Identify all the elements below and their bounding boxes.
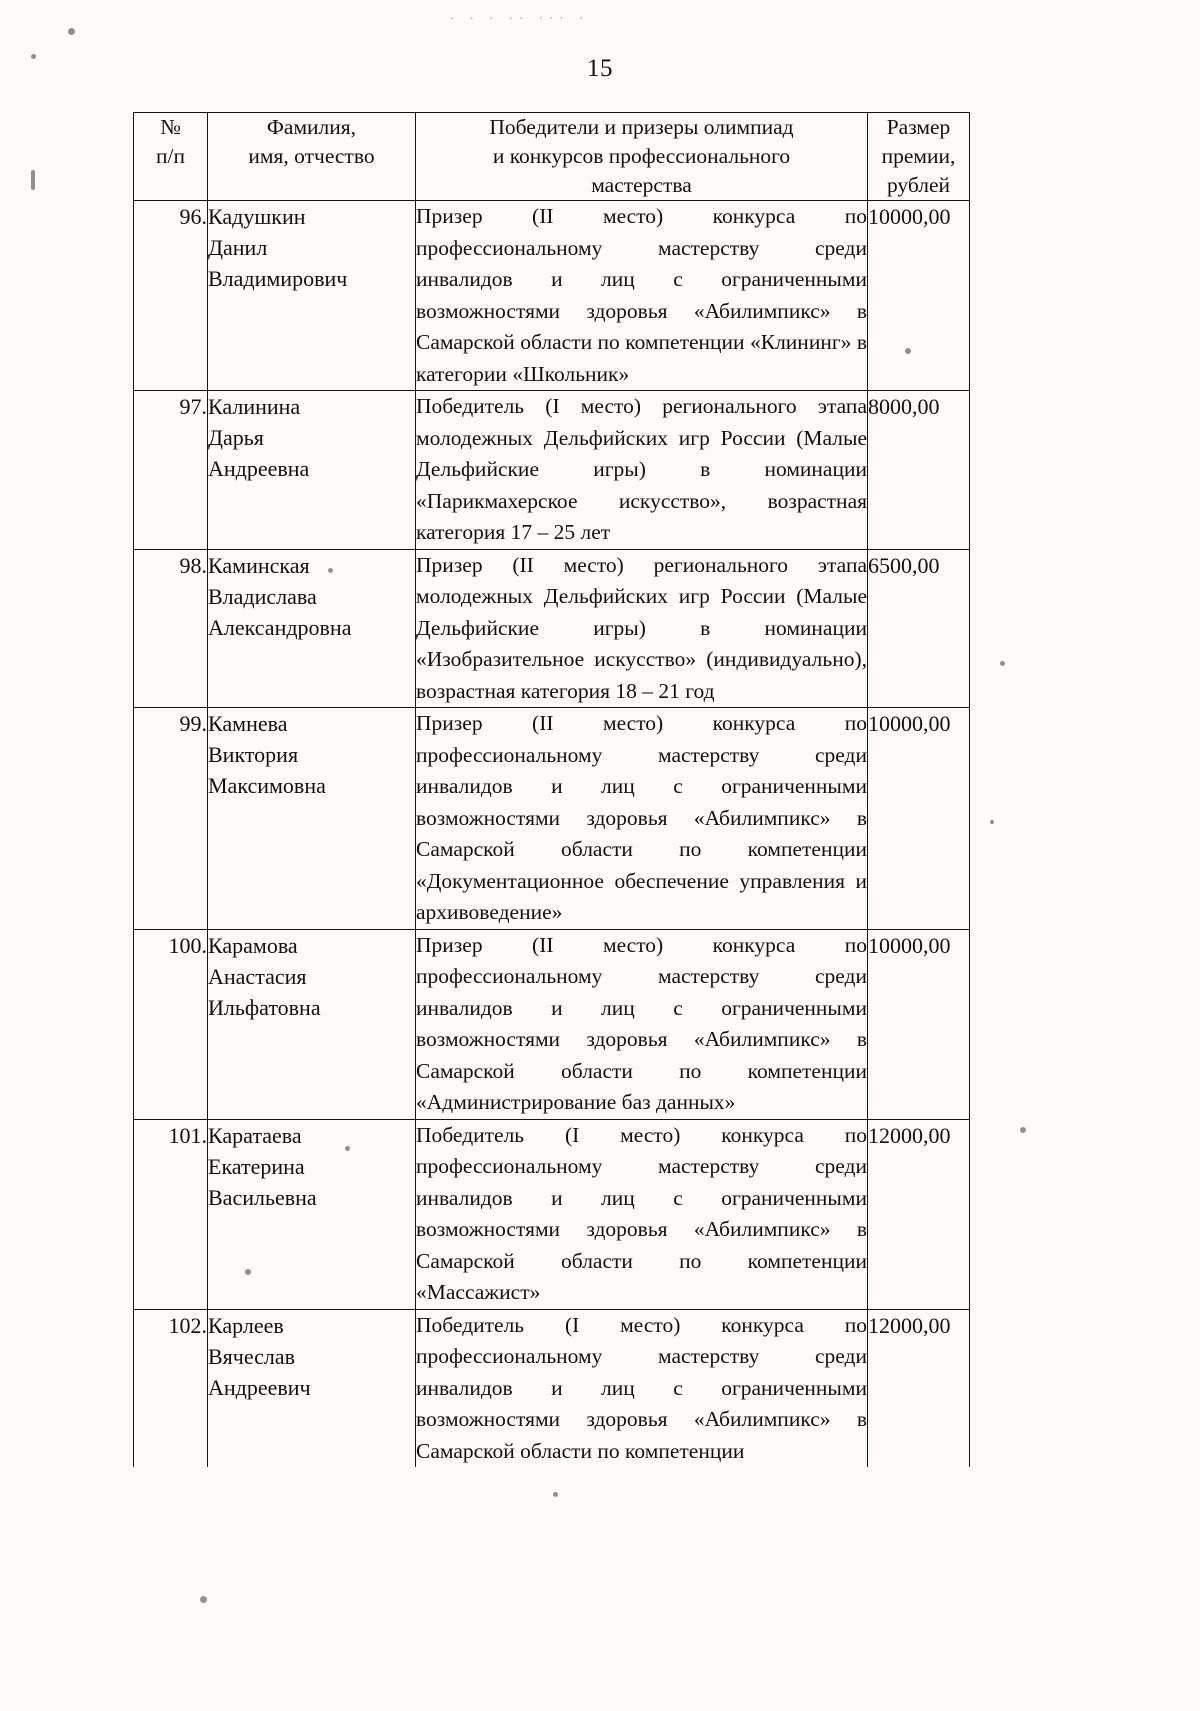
row-firstname: Данил xyxy=(208,235,268,260)
row-lastname: Кадушкин xyxy=(208,204,306,229)
row-description: Призер (II место) регионального этапа молодежных Дельфийских игр России (Малые Дельфийские игры) в номинации «Изобразительное искусство» (индивидуально), возрастная категория 18 – 21 год xyxy=(416,549,868,708)
row-firstname: Дарья xyxy=(208,425,264,450)
row-firstname: Владислава xyxy=(208,583,317,609)
header-cell-description xyxy=(416,113,868,201)
row-fullname xyxy=(208,1119,416,1309)
scan-speck xyxy=(31,54,36,59)
row-number: 96. xyxy=(134,201,208,391)
row-patronymic: Андреевич xyxy=(208,1374,311,1400)
row-amount: 10000,00 xyxy=(868,201,970,391)
row-patronymic: Андреевна xyxy=(208,456,310,481)
row-description: Призер (II место) конкурса по профессиональному мастерству среди инвалидов и лиц с ограниченными возможностями здоровья «Абилимпикс» в Самарской области по компетенции «Администрирование баз данных» xyxy=(416,929,868,1119)
row-fullname xyxy=(208,391,416,550)
row-firstname: Анастасия xyxy=(208,963,307,989)
row-description: Призер (II место) конкурса по профессиональному мастерству среди инвалидов и лиц с ограниченными возможностями здоровья «Абилимпикс» в Самарской области по компетенции «Клининг» в категории «Школьник» xyxy=(416,201,868,391)
awards-table xyxy=(133,112,970,1467)
table-row xyxy=(134,708,970,930)
row-patronymic: Ильфатовна xyxy=(208,994,321,1020)
scan-speck xyxy=(31,170,35,190)
scan-speck xyxy=(200,1596,207,1603)
row-fullname xyxy=(208,929,416,1119)
header-cell-fullname xyxy=(208,113,416,201)
header-cell-amount xyxy=(868,113,970,201)
row-number: 100. xyxy=(134,929,208,1119)
row-number: 99. xyxy=(134,708,208,930)
row-lastname: Карлеев xyxy=(208,1312,284,1338)
row-firstname: Вячеслав xyxy=(208,1343,296,1369)
header-number-line1: № xyxy=(160,115,181,139)
row-lastname: Калинина xyxy=(208,394,301,419)
header-desc-line3: мастерства xyxy=(591,173,692,197)
row-amount: 12000,00 xyxy=(868,1119,970,1309)
row-amount: 6500,00 xyxy=(868,549,970,708)
row-description: Призер (II место) конкурса по профессиональному мастерству среди инвалидов и лиц с ограниченными возможностями здоровья «Абилимпикс» в Самарской области по компетенции «Документационное обеспечение управления и архивоведение» xyxy=(416,708,868,930)
row-patronymic: Александровна xyxy=(208,614,352,640)
table-row xyxy=(134,1309,970,1467)
table-header xyxy=(134,113,970,201)
scan-speck xyxy=(68,28,75,35)
row-description: Победитель (I место) регионального этапа молодежных Дельфийских игр России (Малые Дельфийские игры) в номинации «Парикмахерское искусство», возрастная категория 17 – 25 лет xyxy=(416,391,868,550)
row-number: 97. xyxy=(134,391,208,550)
table-row xyxy=(134,929,970,1119)
row-lastname: Карамова xyxy=(208,932,298,958)
row-fullname xyxy=(208,1309,416,1467)
row-amount: 8000,00 xyxy=(868,391,970,550)
scan-speck xyxy=(1020,1127,1026,1133)
header-name-line2: имя, отчество xyxy=(248,144,375,168)
header-sum-line1: Размер xyxy=(886,115,951,139)
row-lastname: Каминская xyxy=(208,552,310,578)
scan-smudge: · · · ·· ··· · xyxy=(449,9,590,26)
table-row xyxy=(134,549,970,708)
header-desc-line1: Победители и призеры олимпиад xyxy=(489,115,794,139)
row-fullname xyxy=(208,201,416,391)
table-row xyxy=(134,201,970,391)
row-fullname xyxy=(208,549,416,708)
table-row xyxy=(134,1119,970,1309)
header-name-line1: Фамилия, xyxy=(266,115,357,139)
header-sum-line2: премии, xyxy=(881,144,956,168)
row-amount: 10000,00 xyxy=(868,708,970,930)
row-patronymic: Васильевна xyxy=(208,1184,317,1210)
row-fullname xyxy=(208,708,416,930)
row-amount: 10000,00 xyxy=(868,929,970,1119)
row-number: 102. xyxy=(134,1309,208,1467)
row-description: Победитель (I место) конкурса по профессиональному мастерству среди инвалидов и лиц с ограниченными возможностями здоровья «Абилимпикс» в Самарской области по компетенции «Массажист» xyxy=(416,1119,868,1309)
page-bottom-margin xyxy=(0,1618,1200,1711)
row-amount: 12000,00 xyxy=(868,1309,970,1467)
row-number: 98. xyxy=(134,549,208,708)
header-cell-number xyxy=(134,113,208,201)
header-desc-line2: и конкурсов профессионального xyxy=(492,144,791,168)
scan-speck xyxy=(990,820,994,824)
row-firstname: Екатерина xyxy=(208,1153,305,1179)
row-description: Победитель (I место) конкурса по профессиональному мастерству среди инвалидов и лиц с ограниченными возможностями здоровья «Абилимпикс» в Самарской области по компетенции xyxy=(416,1309,868,1467)
row-patronymic: Владимирович xyxy=(208,266,348,291)
page-number: 15 xyxy=(587,55,613,82)
table-header-row xyxy=(134,113,970,201)
row-firstname: Виктория xyxy=(208,742,299,767)
row-lastname: Каратаева xyxy=(208,1122,302,1148)
scan-speck xyxy=(1000,661,1005,666)
row-lastname: Камнева xyxy=(208,711,288,736)
table-row xyxy=(134,391,970,550)
header-sum-line3: рублей xyxy=(886,173,951,197)
table-body xyxy=(134,201,970,1468)
row-patronymic: Максимовна xyxy=(208,773,326,798)
scan-speck xyxy=(553,1492,558,1497)
row-number: 101. xyxy=(134,1119,208,1309)
header-number-line2: п/п xyxy=(156,144,185,168)
